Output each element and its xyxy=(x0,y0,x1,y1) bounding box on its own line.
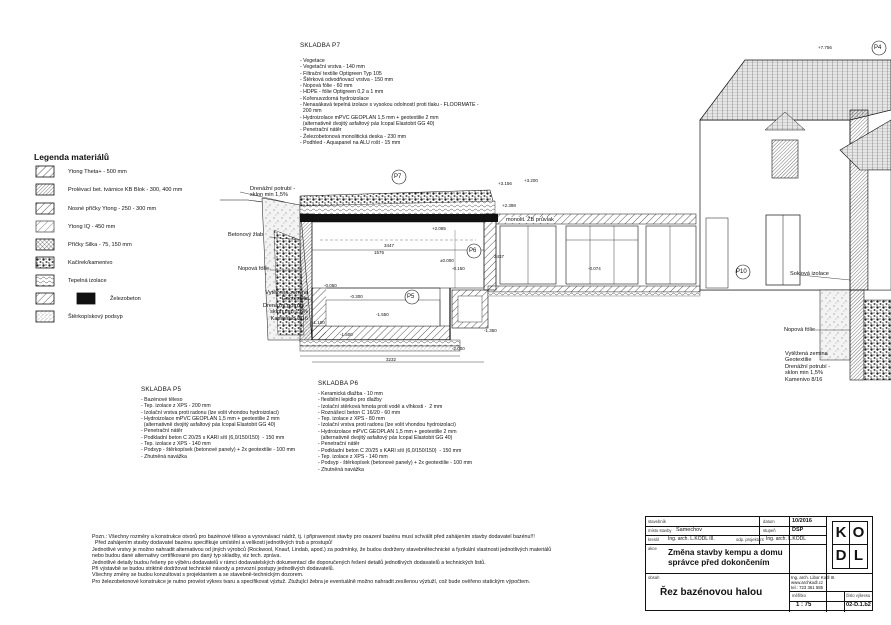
logo-letter-k: K xyxy=(833,522,850,545)
dim-3156: +3.156 xyxy=(498,181,512,186)
p5-spec-line: - Podsyp - štěrkopísek (betonové panely) + 2x geotextilie - 100 mm xyxy=(141,447,296,454)
tb-stupen-label: stupeň xyxy=(763,528,776,533)
p7-spec-title: SKLADBA P7 xyxy=(300,42,341,49)
label-concrete-channel: Betonový žlab xyxy=(228,232,264,238)
p6-spec-line: - Tep. izolace z XPS - 80 mm xyxy=(318,416,385,423)
notes-line: Všechny změny se budou konzultovat s projektantem a se stavebně-technickým dozorem. xyxy=(92,572,304,579)
tb-cislo: 02-D.1.b2 xyxy=(846,602,871,608)
tb-obsah-label: obsah xyxy=(648,575,660,580)
notes-line: Pro železobetonové konstrukce je nutno provést výkres tvaru a specifikovat výztuž. Ztužující žebra je eventuálně možno nahradit zesílenou výztuží, což bude ověřeno statickým výpočtem. xyxy=(92,578,531,585)
p7-spec-line: - Kořenuvzdorná hydroizolace xyxy=(300,95,369,102)
p7-spec-line: - Hydroizolace mPVC GEOPLAN 1,5 mm + geotextilie 2 mm xyxy=(300,114,439,121)
p5-spec xyxy=(141,386,295,460)
p7-spec-line: - Penetrační nátěr xyxy=(300,127,342,134)
p5-spec-lines xyxy=(141,397,295,460)
p6-spec-line: - Tep. izolace z XPS - 140 mm xyxy=(318,453,388,460)
p7-spec-line: - Podhled - Aquapanel na ALU rošt - 15 mm xyxy=(300,139,401,146)
p6-spec-lines xyxy=(318,391,472,473)
p7-spec-line: - Štěrková odvodňovací vrstva - 150 mm xyxy=(300,76,394,83)
tb-meritko: 1 : 75 xyxy=(796,602,812,608)
legend-item-4: Příčky Silka - 75, 150 mm xyxy=(68,242,132,248)
p5-spec-line: - Tep. izolace z XPS - 200 mm xyxy=(141,403,211,410)
logo-letter-l: L xyxy=(853,547,864,564)
p7-spec-line: - Nenasákavá tepelná izolace s vysokou odolností proti tlaku - FLOORMATE - xyxy=(300,102,479,109)
dim-0150: -0.150 xyxy=(452,266,465,271)
dim-1550: -1.550 xyxy=(376,312,389,317)
notes-line: Při výstavbě se budou striktně dodržovat technické návody a provozní postupy jednotlivých dodavatelů. xyxy=(92,566,335,573)
p5-spec-line: - Podkladní beton C 20/25 s KARI sítí (6,0/150/150) - 150 mm xyxy=(141,434,285,441)
p6-spec-line: - Zhutněná navážka xyxy=(318,466,364,473)
p5-spec-line: - Izolační vrstva proti radonu (lze volit vhondou hydroizolaci) xyxy=(141,409,279,416)
label-beam: monolit. ŽB průvlak xyxy=(506,217,554,223)
dim-3447: 3447 xyxy=(384,243,395,248)
notes-line: Před zahájením stavby dodavatel bazénu specifikuje umístění a velikosti jednotlivých trub a prostupů! xyxy=(92,540,333,547)
p5-spec-line: - Bazénové těleso xyxy=(141,397,183,403)
tag-p6: P6 xyxy=(469,248,477,254)
p7-spec-lines xyxy=(300,58,479,146)
p6-spec-line: - Izolační vrstva proti radonu (lze volit vhondou hydroizolaci) xyxy=(318,422,456,429)
p7-spec-line: - HDPE - fólie Optigreen 0,2 a 1 mm xyxy=(300,89,384,96)
label-drain-top: Drenážní potrubí - sklon min 1,5% xyxy=(250,186,296,198)
p7-spec-line: - Filtrační textilie Optigreen Typ 105 xyxy=(300,70,382,77)
label-nop-foil-right: Nopová fólie xyxy=(784,327,816,333)
label-clay-right: Vytěžená zemina Geotextilie Drenážní potrubí - sklon min 1,5% Kamenivo 8/16 xyxy=(785,351,831,383)
title-block xyxy=(645,516,873,611)
p7-spec-line: - Železobetonová monolitická deska - 230 mm xyxy=(300,133,407,140)
general-notes xyxy=(92,534,551,585)
legend-item-6: Tepelná izolace xyxy=(68,278,107,284)
notes-line: nebo budou dané alternativy certifikované pro daný typ skladby, viz tech. zpráva. xyxy=(92,553,281,560)
p5-spec-line: - Hydroizolace mPVC GEOPLAN 1,5 mm + geotextilie 2 mm xyxy=(141,415,280,422)
legend-item-1: Prolévací bet. tvárnice KB Blok - 300, 400 mm xyxy=(68,187,183,193)
logo-letter-d: D xyxy=(833,545,850,568)
dim-2085: +2.085 xyxy=(432,226,446,231)
dim-3232: 3232 xyxy=(386,357,397,362)
p6-spec-line: - Hydroizolace mPVC GEOPLAN 1,5 mm + geotextilie 2 mm xyxy=(318,428,457,435)
p6-spec-line: - flexibilní lepidlo pro dlažby xyxy=(318,397,382,404)
tb-datum-label: datum xyxy=(763,519,775,524)
tb-stupen: DSP xyxy=(792,527,804,533)
tb-akce: Změna stavby kempu a domu správce před dokončením xyxy=(668,548,783,567)
dim-0050: -0.050 xyxy=(324,283,337,288)
legend-item-3: Ytong IQ - 450 mm xyxy=(68,224,116,230)
p6-spec-line: - Keramická dlažba - 10 mm xyxy=(318,391,383,397)
p6-spec-line: - Podkladní beton C 20/25 s KARI sítí (6,0/150/150) - 150 mm xyxy=(318,447,462,454)
dim-1576: 1576 xyxy=(374,250,385,255)
dim-3200: +3.200 xyxy=(524,178,538,183)
p7-spec xyxy=(300,42,479,146)
dim-0000: ±0.000 xyxy=(440,258,454,263)
legend-item-8: Štěrkopískový podsyp xyxy=(68,314,123,320)
tb-meritko-label: měřítko xyxy=(792,593,806,598)
label-clay-left: Vytěžená zemina Geotextilie Drenážní potrubí - sklon min 1,5% Kamenivo 8/16 xyxy=(262,290,308,322)
p5-spec-line: - Zhutněná navážka xyxy=(141,453,187,460)
legend-title: Legenda materiálů xyxy=(34,152,110,162)
kodl-logo xyxy=(832,521,868,569)
tb-datum: 10/2016 xyxy=(792,518,812,524)
label-nop-foil-left: Nopová fólie xyxy=(238,266,270,272)
p6-spec-line: (alternativně dvojitý asfaltový pás Icopal Elastobit GG 40) xyxy=(318,435,453,442)
legend-item-5: Kačírek/kamenivo xyxy=(68,260,113,266)
dim-2437: 2437 xyxy=(494,254,505,259)
p6-spec xyxy=(318,380,472,473)
dim-7756: +7.756 xyxy=(818,45,832,50)
logo-letter-o: O xyxy=(850,522,867,545)
p5-spec-title: SKLADBA P5 xyxy=(141,386,182,393)
dim-1350: -1.350 xyxy=(484,328,497,333)
notes-line: Jednotlivé vrstvy je možno nahradit alternativou od jiných výrobců (Rockwool, Knauf, Lindab, apod.) za podmínky, že budou dodrženy stavebnětechnické a fyzikální vlastnosti jednotlivých materiálů xyxy=(92,546,552,553)
tb-firm: Ing. arch. Libor Kodl III. www.archkodl.cz tel.: 723 361 585 xyxy=(791,575,836,590)
p6-spec-title: SKLADBA P6 xyxy=(318,380,359,387)
tb-odp-label: odp. projektant xyxy=(736,537,764,542)
tb-stavebnik-label: stavebník xyxy=(648,519,666,524)
tag-p10: P10 xyxy=(736,269,747,275)
p7-spec-line: 200 mm xyxy=(300,108,322,115)
dim-2398: +2.398 xyxy=(502,203,516,208)
p7-spec-line: - Nopová fólie - 60 mm xyxy=(300,83,353,90)
tb-kresli: Ing. arch. L.KODL III. xyxy=(668,536,715,542)
legend-item-0: Ytong Theta+ - 500 mm xyxy=(68,169,127,175)
dim-0300: -0.300 xyxy=(350,294,363,299)
tb-stavebnik: Samechov xyxy=(676,527,702,533)
p6-spec-line: - Podsyp - štěrkopísek (betonové panely) + 2x geotextilie - 100 mm xyxy=(318,460,473,467)
dim-0074: -0.074 xyxy=(588,266,601,271)
notes-line: Pozn.: Všechny rozměry a konstrukce otvorů pro bazénové těleso a vyrovnávací nádrž, tj. i připravenost stavby pro osazení bazénu musí schválit před zahájením stavby dodavatel bazénu!!! xyxy=(92,534,535,540)
tb-cislo-label: číslo výkresu xyxy=(846,593,871,598)
p5-spec-line: - Penetrační nátěr xyxy=(141,428,183,435)
dim-1100: -1.100 xyxy=(312,320,325,325)
tag-p4: P4 xyxy=(874,45,882,51)
legend-item-2: Nosné příčky Ytong - 250 - 300 mm xyxy=(68,206,157,212)
p6-spec-line: - Penetrační nátěr xyxy=(318,441,360,448)
p5-spec-line: - Tep. izolace z XPS - 140 mm xyxy=(141,441,211,448)
tb-kresli-label: kreslil xyxy=(648,537,659,542)
notes-line: Jednotlivé detaily budou řešeny po výběru dodavatelů v rámci dodavatelských dokumentací dle doporučených řešení detailů jednotlivých dodavatelů a technických listů. xyxy=(92,559,486,566)
tb-obsah: Řez bazénovou halou xyxy=(660,587,763,598)
dim-2000: -2.000 xyxy=(452,346,465,351)
p6-spec-line: - Izolační stěrková hmota proti vodě a vlhkosti - 2 mm xyxy=(318,403,443,410)
tb-odp: Ing. arch. L.KODL xyxy=(766,536,807,542)
tag-p5: P5 xyxy=(407,294,415,300)
p7-spec-line: (alternativně dvojitý asfaltový pás Icopal Elastobit GG 40) xyxy=(300,120,435,127)
tag-p7: P7 xyxy=(394,174,402,180)
p5-spec-line: (alternativně dvojitý asfaltový pás Icopal Elastobit GG 40) xyxy=(141,422,276,429)
dim-1500: -1.500 xyxy=(340,332,353,337)
p7-spec-line: - Vegetace xyxy=(300,58,325,64)
p6-spec-line: - Roznášecí beton C 16/20 - 60 mm xyxy=(318,409,401,416)
tb-misto-label: místo stavby xyxy=(648,528,672,533)
tb-akce-label: akce xyxy=(648,546,657,551)
label-soklova: Soklová izolace xyxy=(790,271,829,277)
legend xyxy=(34,152,234,332)
legend-item-7: Železobeton xyxy=(110,296,141,302)
p7-spec-line: - Vegetační vrstva - 140 mm xyxy=(300,64,365,71)
